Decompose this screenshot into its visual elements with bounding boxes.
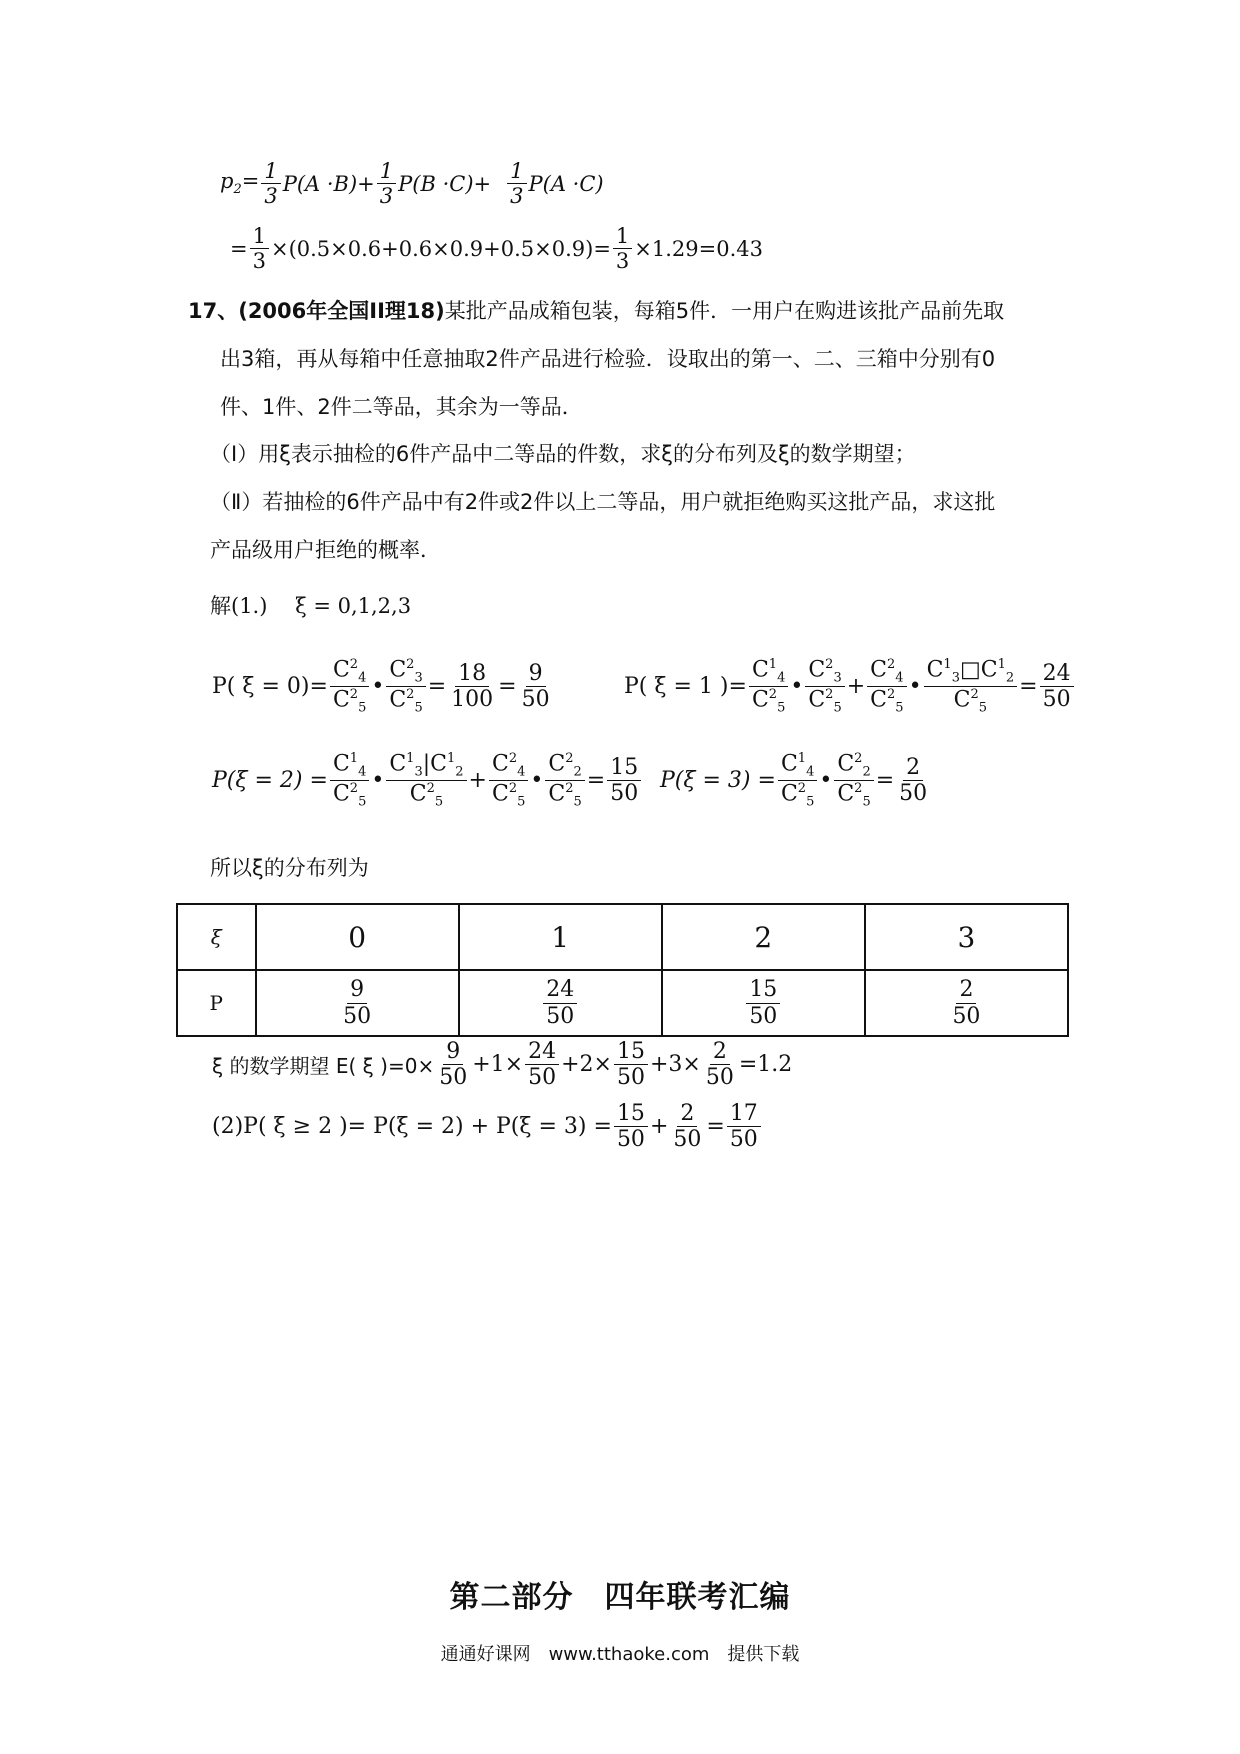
table-cell: $\frac{2}{50}$ <box>865 970 1068 1036</box>
table-header-row <box>177 904 1068 970</box>
table-header-cell: ξ <box>177 904 256 970</box>
table-cell: $\frac{9}{50}$ <box>256 970 459 1036</box>
solution-intro: 解(1.) ξ = 0,1,2,3 <box>210 594 412 618</box>
problem-part1: （Ⅰ）用ξ表示抽检的6件产品中二等品的件数，求ξ的分布列及ξ的数学期望； <box>210 442 916 466</box>
table-cell: $\frac{15}{50}$ <box>662 970 865 1036</box>
prob-xi-1: P( ξ = 1 )= $\frac{C^1_4}{C^2_5}$ • $\frac{C^2_3}{C^2_5}$ + $\frac{C^2_4}{C^2_5}$ • $\frac{C^1_3□C^1_2}{C^2_5}$ = $\frac{24}{50}$ <box>624 658 1076 716</box>
prob-xi-2: P(ξ = 2) = $\frac{C^1_4}{C^2_5}$ • $\frac{C^1_3|C^1_2}{C^2_5}$ + $\frac{C^2_4}{C^2_5}$ • $\frac{C^2_2}{C^2_5}$ = $\frac{15}{50}$ <box>212 752 643 810</box>
section-title: 第二部分 四年联考汇编 <box>449 1580 791 1615</box>
table-p-label: P <box>177 970 256 1036</box>
problem-part2b: 产品级用户拒绝的概率． <box>210 538 441 562</box>
table-cell: $\frac{24}{50}$ <box>459 970 662 1036</box>
problem-line3: 件、1件、2件二等品，其余为一等品． <box>220 395 583 419</box>
prob-xi-3: P(ξ = 3) = $\frac{C^1_4}{C^2_5}$ • $\frac{C^2_2}{C^2_5}$ = $\frac{2}{50}$ <box>660 751 928 811</box>
problem-line2: 出3箱，再从每箱中任意抽取2件产品进行检验．设取出的第一、二、三箱中分别有0 <box>220 347 996 371</box>
table-header-cell: 3 <box>865 904 1068 970</box>
prob-xi-0: P( ξ = 0)= $\frac{C^2_4}{C^2_5}$ • $\frac{C^2_3}{C^2_5}$ = $\frac{18}{100}$ = $\frac{9}{50}$ <box>212 657 550 717</box>
table-header-cell: 2 <box>662 904 865 970</box>
site-credit: 通通好课网 www.tthaoke.com 提供下载 <box>440 1644 800 1665</box>
problem-part2a: （Ⅱ）若抽检的6件产品中有2件或2件以上二等品，用户就拒绝购买这批产品，求这批 <box>210 490 996 514</box>
formula-p2-line2: = $\frac{1}{3}$ ×(0.5×0.6+0.6×0.9+0.5×0.9)= $\frac{1}{3}$ ×1.29=0.43 <box>230 224 764 274</box>
expectation-formula: ξ 的数学期望 E( ξ )=0× $\frac{9}{50}$ +1× $\frac{24}{50}$ +2× $\frac{15}{50}$ +3× $\frac{2}{50}$ =1.2 <box>212 1039 793 1091</box>
distribution-table <box>176 903 1069 1037</box>
formula-p2-line1: $p_2=$ $\frac{1}{3}$ P(A ·B)+ $\frac{1}{3}$ P(B ·C)+ $\frac{1}{3}$ P(A ·C) <box>220 159 604 209</box>
table-row <box>177 970 1068 1036</box>
table-header-cell: 1 <box>459 904 662 970</box>
dist-intro: 所以ξ的分布列为 <box>210 856 369 880</box>
part2-formula: (2)P( ξ ≥ 2 )= P(ξ = 2) + P(ξ = 3) = $\frac{15}{50}$ + $\frac{2}{50}$ = $\frac{17}{50}$ <box>212 1102 763 1151</box>
problem-line1: 17、(2006年全国II理18)某批产品成箱包装，每箱5件．一用户在购进该批产品前先取 <box>188 299 1005 323</box>
table-header-cell: 0 <box>256 904 459 970</box>
